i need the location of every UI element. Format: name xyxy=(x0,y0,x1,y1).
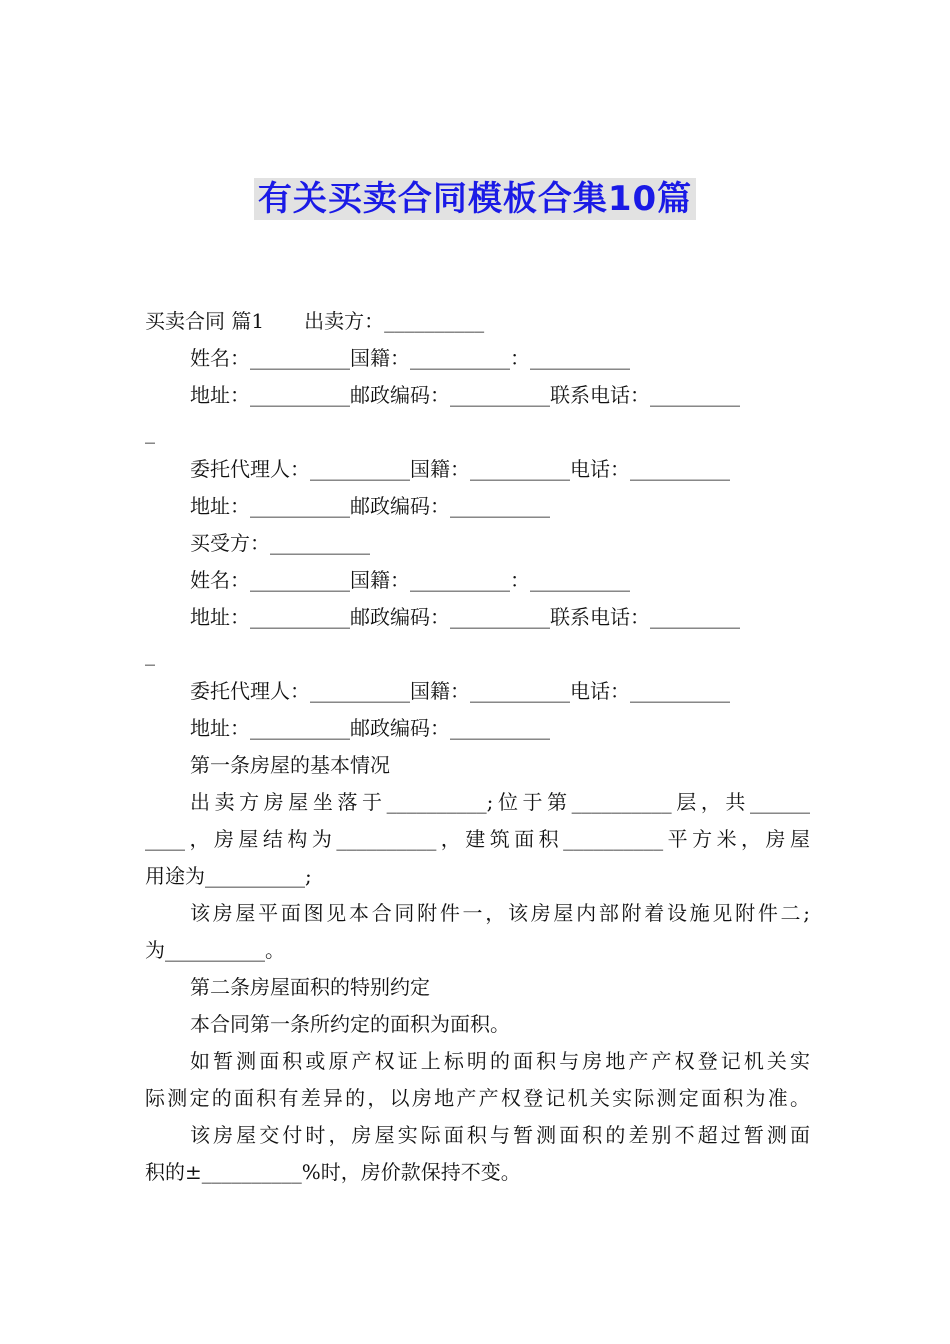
text-line: 积的±__________%时，房价款保持不变。 xyxy=(145,1160,521,1184)
text-line: 地址：__________邮政编码：__________联系电话：_________ xyxy=(190,605,740,629)
text-line: 地址：__________邮政编码：__________ xyxy=(190,494,550,518)
text-line: 买卖合同 篇1 出卖方：__________ xyxy=(145,309,485,333)
text-line: 委托代理人：__________国籍：__________电话：__________ xyxy=(190,457,730,481)
document-title: 有关买卖合同模板合集10篇 xyxy=(254,178,696,220)
text-line: 第一条房屋的基本情况 xyxy=(190,753,390,777)
text-line: 委托代理人：__________国籍：__________电话：__________ xyxy=(190,679,730,703)
text-line: _ xyxy=(145,642,155,666)
document-body xyxy=(145,303,810,1191)
text-line: 姓名：__________国籍：__________：__________ xyxy=(190,568,630,592)
text-line: 该房屋平面图见本合同附件一，该房屋内部附着设施见附件二; xyxy=(190,901,810,925)
text-line: 际测定的面积有差异的，以房地产产权登记机关实际测定面积为准。 xyxy=(145,1086,810,1110)
text-line: 第二条房屋面积的特别约定 xyxy=(190,975,430,999)
title-container xyxy=(0,178,950,220)
text-line: 姓名：__________国籍：__________：__________ xyxy=(190,346,630,370)
text-line: 买受方：__________ xyxy=(190,531,370,555)
text-line: _ xyxy=(145,420,155,444)
text-line: 用途为__________; xyxy=(145,864,312,888)
text-line: 为__________。 xyxy=(145,938,285,962)
text-line: ____，房屋结构为__________，建筑面积__________平方米，房屋 xyxy=(145,827,810,851)
text-line: 该房屋交付时，房屋实际面积与暂测面积的差别不超过暂测面 xyxy=(190,1123,810,1147)
text-line: 本合同第一条所约定的面积为面积。 xyxy=(190,1012,510,1036)
text-line: 地址：__________邮政编码：__________ xyxy=(190,716,550,740)
text-line: 如暂测面积或原产权证上标明的面积与房地产产权登记机关实 xyxy=(190,1049,810,1073)
text-line: 出卖方房屋坐落于__________;位于第__________层，共______ xyxy=(190,790,810,814)
text-line: 地址：__________邮政编码：__________联系电话：_________ xyxy=(190,383,740,407)
